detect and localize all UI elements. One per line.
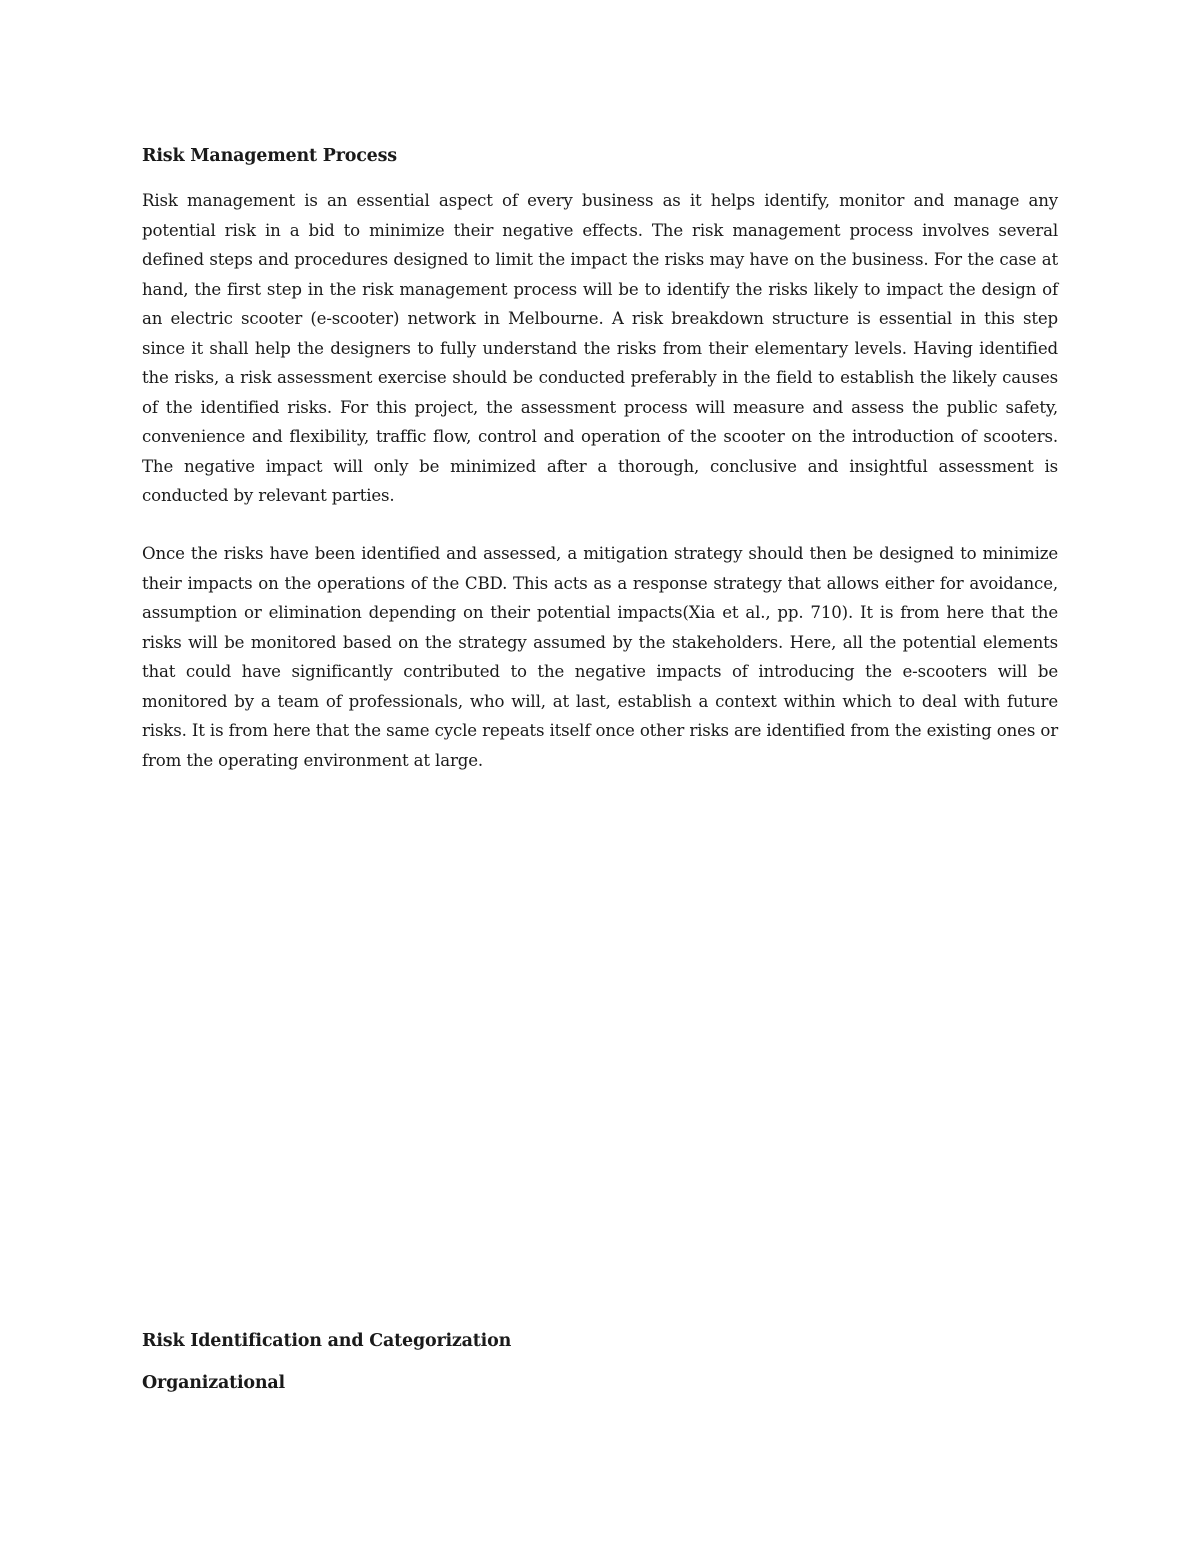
paragraph-1: Risk management is an essential aspect of every business as it helps identify, monitor and manage any potential risk in a bid to minimize their negative effects. The risk management process involves several defined steps and procedures designed to limit the impact the risks may have on the business. For the case at hand, the first step in the risk management process will be to identify the risks likely to impact the design of an electric scooter (e-scooter) network in Melbourne. A risk breakdown structure is essential in this step since it shall help the designers to fully understand the risks from their elementary levels. Having identified the risks, a risk assessment exercise should be conducted preferably in the field to establish the likely causes of the identified risks. For this project, the assessment process will measure and assess the public safety, convenience and flexibility, traffic flow, control and operation of the scooter on the introduction of scooters. The negative impact will only be minimized after a thorough, conclusive and insightful assessment is conducted by relevant parties.: [142, 191, 1058, 505]
subheading-organizational: Organizational: [142, 1373, 286, 1393]
section-heading-risk-management-process: Risk Management Process: [142, 146, 397, 166]
section-heading-risk-identification: Risk Identification and Categorization: [142, 1331, 512, 1351]
paragraph-2: Once the risks have been identified and assessed, a mitigation strategy should then be designed to minimize their impacts on the operations of the CBD. This acts as a response strategy that allows either for avoidance, assumption or elimination depending on their potential impacts(Xia et al., pp. 710). It is from here that the risks will be monitored based on the strategy assumed by the stakeholders. Here, all the potential elements that could have significantly contributed to the negative impacts of introducing the e-scooters will be monitored by a team of professionals, who will, at last, establish a context within which to deal with future risks. It is from here that the same cycle repeats itself once other risks are identified from the existing ones or from the operating environment at large.: [142, 544, 1058, 770]
